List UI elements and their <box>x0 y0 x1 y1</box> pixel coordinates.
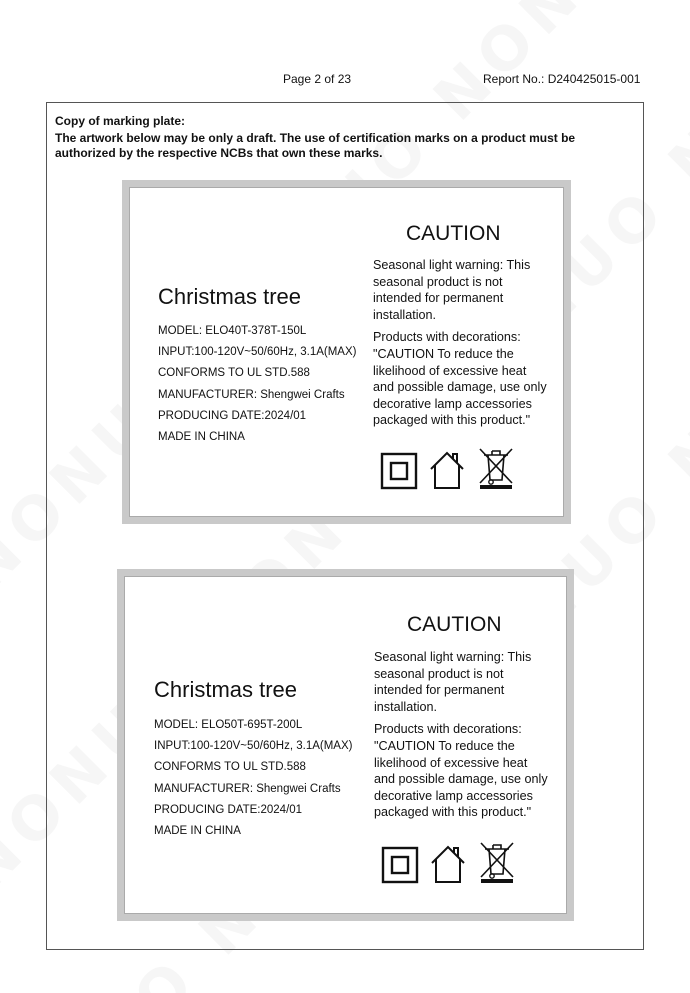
section-notice: The artwork below may be only a draft. The use of certification marks on a product must be authorized by the respective NCBs that own these marks. <box>55 131 576 160</box>
input-line: INPUT:100-120V~50/60Hz, 3.1A(MAX) <box>158 346 357 359</box>
weee-bin-icon <box>476 446 516 490</box>
decoration-warning: Products with decorations: "CAUTION To reduce the likelihood of excessive heat and possible damage, use only decorative lamp accessories packaged with this product." <box>373 330 547 428</box>
marking-plate-2 <box>117 569 574 921</box>
indoor-use-icon <box>428 450 466 490</box>
symbol-row <box>380 446 516 490</box>
decoration-warning: Products with decorations: "CAUTION To reduce the likelihood of excessive heat and possible damage, use only decorative lamp accessories packaged with this product." <box>374 722 548 820</box>
date-line: PRODUCING DATE:2024/01 <box>154 803 303 816</box>
date-line: PRODUCING DATE:2024/01 <box>158 409 307 422</box>
origin-line: MADE IN CHINA <box>158 431 245 444</box>
marking-plate-1 <box>122 180 571 524</box>
manufacturer-line: MANUFACTURER: Shengwei Crafts <box>154 782 341 795</box>
product-name: Christmas tree <box>154 677 298 702</box>
model-line: MODEL: ELO50T-695T-200L <box>154 719 303 731</box>
double-insulation-icon <box>380 452 418 490</box>
indoor-use-icon <box>429 844 467 884</box>
seasonal-warning: Seasonal light warning: This seasonal product is not intended for permanent installation. <box>374 650 532 714</box>
product-name: Christmas tree <box>158 284 302 309</box>
conforms-line: CONFORMS TO UL STD.588 <box>154 761 306 774</box>
weee-bin-icon <box>477 840 517 884</box>
origin-line: MADE IN CHINA <box>154 825 241 838</box>
manufacturer-line: MANUFACTURER: Shengwei Crafts <box>158 388 345 401</box>
product-specs <box>154 715 352 842</box>
seasonal-warning: Seasonal light warning: This seasonal product is not intended for permanent installation. <box>373 258 531 322</box>
caution-text <box>374 649 549 821</box>
symbol-row <box>381 840 517 884</box>
report-number: Report No.: D240425015-001 <box>483 72 641 86</box>
caution-heading: CAUTION <box>406 222 501 245</box>
section-title: Copy of marking plate: <box>55 114 186 128</box>
input-line: INPUT:100-120V~50/60Hz, 3.1A(MAX) <box>154 740 353 753</box>
caution-text <box>373 257 548 429</box>
model-line: MODEL: ELO40T-378T-150L <box>158 325 307 337</box>
caution-heading: CAUTION <box>407 613 502 636</box>
product-specs <box>158 321 356 448</box>
conforms-line: CONFORMS TO UL STD.588 <box>158 367 310 380</box>
page-number: Page 2 of 23 <box>283 72 352 86</box>
double-insulation-icon <box>381 846 419 884</box>
